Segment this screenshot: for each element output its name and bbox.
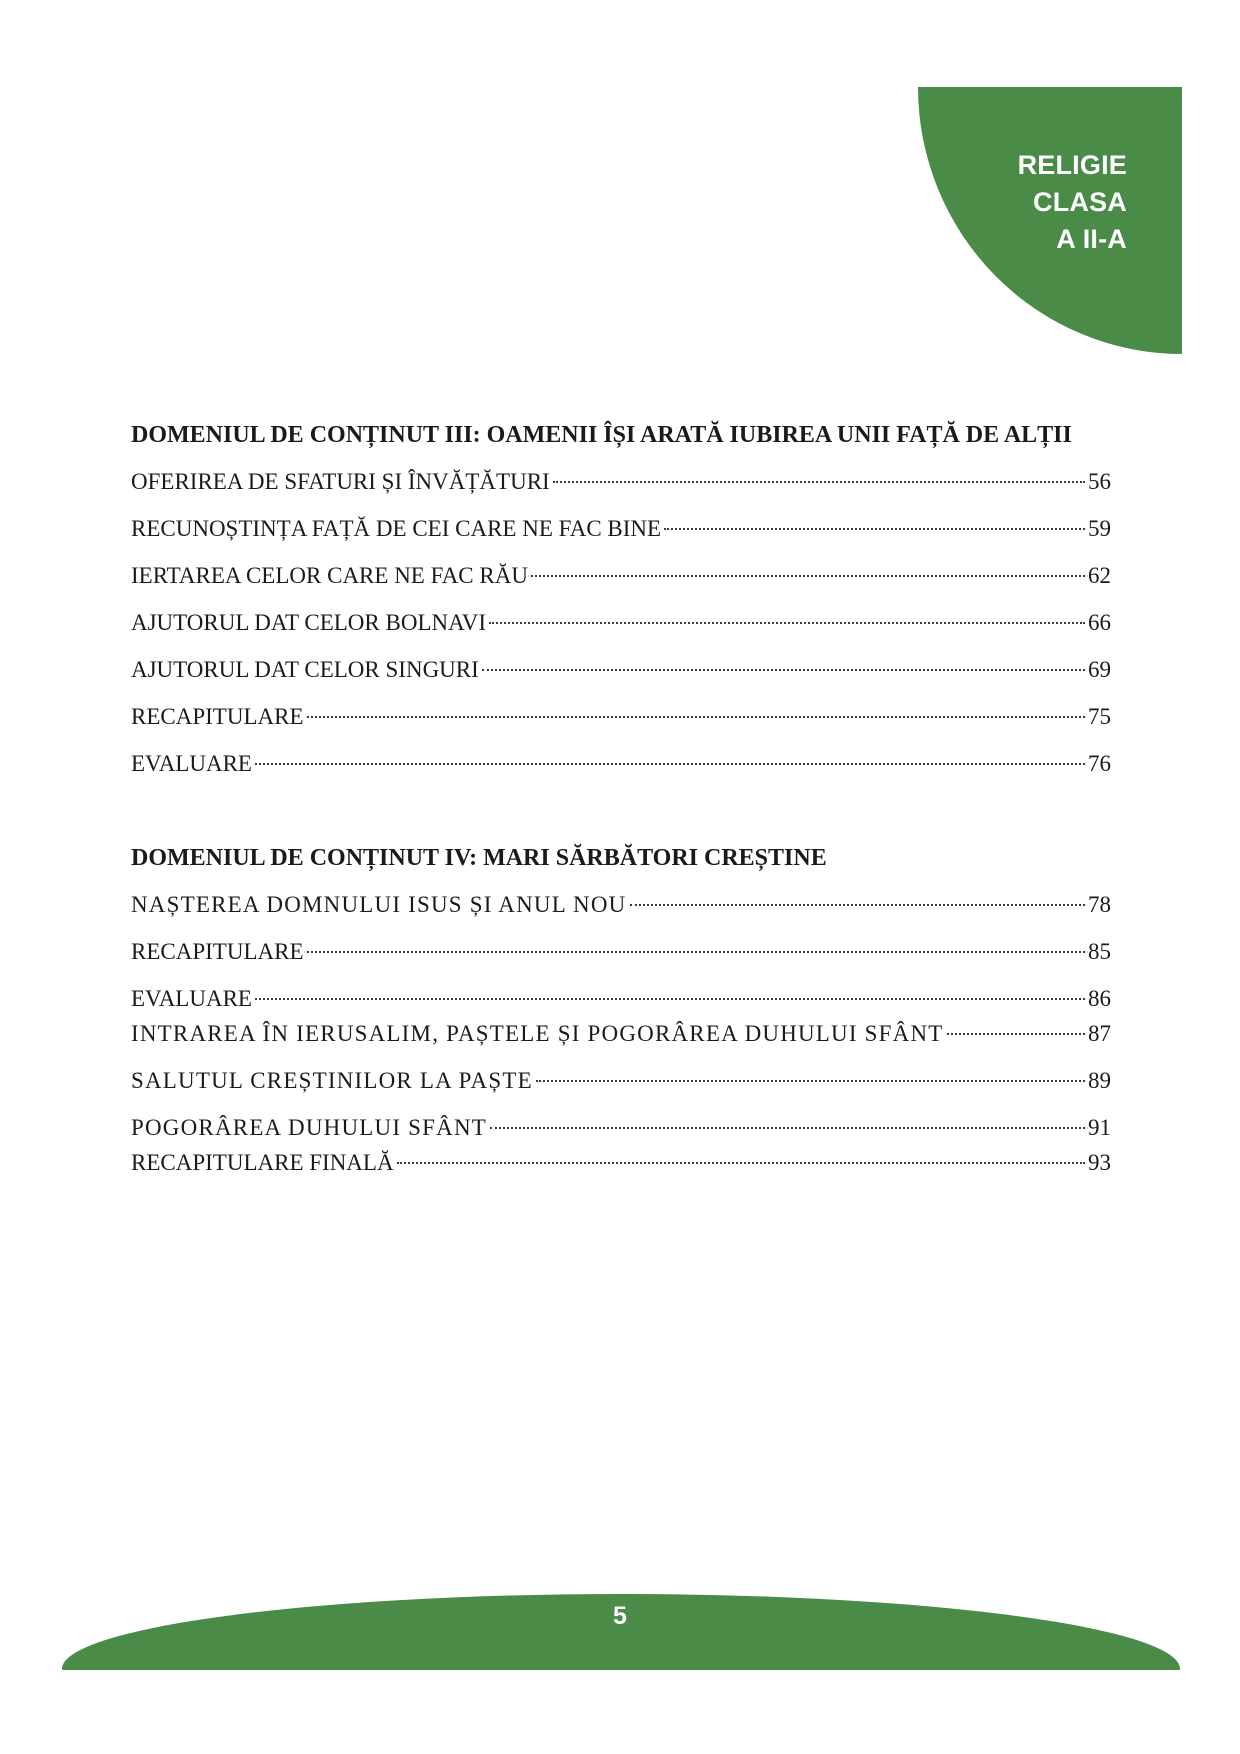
toc-entry-page: 75 — [1088, 704, 1111, 729]
toc-entry-title: EVALUARE — [131, 986, 252, 1011]
dot-leader — [397, 1162, 1085, 1164]
toc-entry[interactable] — [131, 603, 1111, 643]
dot-leader — [531, 575, 1085, 577]
toc-entry-page: 85 — [1088, 939, 1111, 964]
toc-entry[interactable] — [131, 462, 1111, 502]
toc-entry-page: 76 — [1088, 751, 1111, 776]
subject-line: RELIGIE — [1017, 150, 1127, 180]
toc-entry-page: 62 — [1088, 563, 1111, 588]
toc-entry[interactable] — [131, 744, 1111, 784]
toc-entry-title: OFERIREA DE SFATURI ȘI ÎNVĂȚĂTURI — [131, 469, 550, 494]
toc-entry[interactable] — [131, 979, 1111, 1019]
toc-entry-page: 87 — [1088, 1021, 1111, 1046]
class-line: CLASA — [1033, 187, 1127, 217]
section-spacer — [131, 784, 1111, 838]
toc-entry-title: RECAPITULARE — [131, 704, 304, 729]
toc-entry-page: 59 — [1088, 516, 1111, 541]
page-number: 5 — [613, 1602, 627, 1630]
toc-section-3 — [131, 415, 1111, 784]
toc-entry-title: SALUTUL CREȘTINILOR LA PAȘTE — [131, 1068, 533, 1093]
toc-entry-page: 86 — [1088, 986, 1111, 1011]
dot-leader — [553, 481, 1085, 483]
toc-section-4 — [131, 838, 1111, 1183]
dot-leader — [664, 528, 1085, 530]
toc-entry-title: AJUTORUL DAT CELOR SINGURI — [131, 657, 479, 682]
dot-leader — [630, 904, 1086, 906]
dot-leader — [255, 998, 1085, 1000]
subject-corner-tab — [918, 87, 1182, 354]
section-heading: DOMENIUL DE CONȚINUT IV: MARI SĂRBĂTORI CREȘTINE — [131, 845, 827, 871]
toc-entry-title: AJUTORUL DAT CELOR BOLNAVI — [131, 610, 487, 635]
toc-entry[interactable] — [131, 1014, 1111, 1054]
dot-leader — [307, 951, 1086, 953]
toc-entry-title: EVALUARE — [131, 751, 252, 776]
dot-leader — [307, 716, 1086, 718]
dot-leader — [536, 1080, 1085, 1082]
toc-entry[interactable] — [131, 509, 1111, 549]
subject-label — [1018, 147, 1127, 258]
dot-leader — [489, 622, 1085, 624]
dot-leader — [482, 669, 1085, 671]
dot-leader — [490, 1127, 1085, 1129]
dot-leader — [947, 1033, 1085, 1035]
toc-entry[interactable] — [131, 1143, 1111, 1183]
toc-entry-page: 93 — [1088, 1150, 1111, 1175]
toc-entry-title: IERTAREA CELOR CARE NE FAC RĂU — [131, 563, 528, 588]
toc-entry[interactable] — [131, 1108, 1111, 1148]
toc-entry-title: POGORÂREA DUHULUI SFÂNT — [131, 1115, 488, 1140]
toc-entry[interactable] — [131, 650, 1111, 690]
toc-entry-title: INTRAREA ÎN IERUSALIM, PAȘTELE ȘI POGORÂREA DUHULUI SFÂNT — [131, 1021, 944, 1046]
toc-entry[interactable] — [131, 1061, 1111, 1101]
toc-entry-title: RECAPITULARE FINALĂ — [131, 1150, 394, 1175]
footer-mask — [0, 1670, 1240, 1754]
toc-entry-page: 89 — [1088, 1068, 1111, 1093]
toc-entry[interactable] — [131, 556, 1111, 596]
toc-entry[interactable] — [131, 697, 1111, 737]
toc-entry-page: 56 — [1088, 469, 1111, 494]
toc-entry-page: 78 — [1088, 892, 1111, 917]
toc-entry[interactable] — [131, 932, 1111, 972]
toc-entry-page: 91 — [1088, 1115, 1111, 1140]
grade-line: A II-A — [1056, 224, 1127, 254]
table-of-contents — [131, 415, 1111, 1183]
toc-entry-title: RECAPITULARE — [131, 939, 304, 964]
toc-entry-page: 66 — [1088, 610, 1111, 635]
toc-entry-title: RECUNOȘTINȚA FAȚĂ DE CEI CARE NE FAC BINE — [131, 516, 662, 541]
toc-entry[interactable] — [131, 885, 1111, 925]
toc-entry-title: NAȘTEREA DOMNULUI ISUS ȘI ANUL NOU — [131, 892, 627, 917]
dot-leader — [255, 763, 1085, 765]
toc-entry-page: 69 — [1088, 657, 1111, 682]
section-heading: DOMENIUL DE CONȚINUT III: OAMENII ÎȘI ARATĂ IUBIREA UNII FAȚĂ DE ALȚII — [131, 422, 1072, 448]
